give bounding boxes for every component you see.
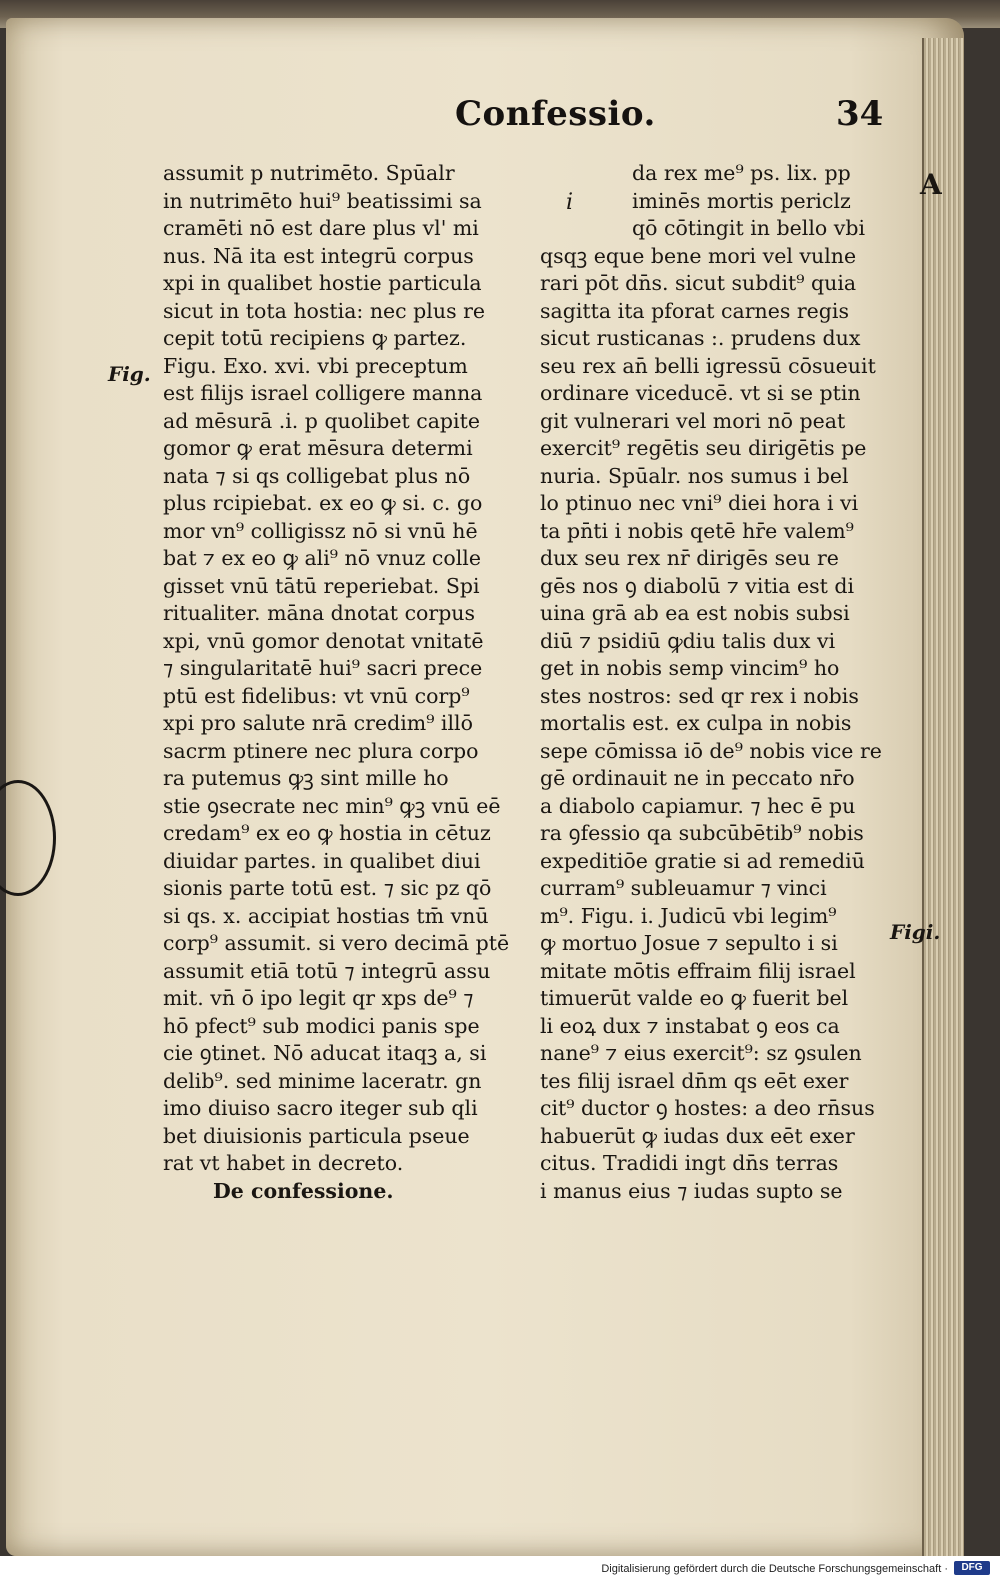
text-line: qō cōtingit in bello vbi bbox=[632, 216, 865, 240]
text-line: ordinare viceducē. vt si se ptin bbox=[540, 381, 861, 405]
text-line: cit⁹ ductor ꝯ hostes: a deo rn̄sus bbox=[540, 1096, 875, 1120]
text-line: si qs. x. accipiat hostias tm̄ vnū bbox=[163, 903, 489, 928]
text-line: sepe cōmissa iō de⁹ nobis vice re bbox=[540, 738, 882, 763]
text-line: in nutrimēto hui⁹ beatissimi sa bbox=[163, 188, 482, 213]
text-line: stie ꝯsecrate nec min⁹ ꝙꝫ vnū eē bbox=[163, 793, 501, 818]
text-line: lo ptinuo nec vni⁹ diei hora i vi bbox=[540, 491, 859, 515]
text-line: nus. Nā ita est integrū corpus bbox=[163, 243, 474, 268]
text-line: sicut in tota hostia: nec plus re bbox=[163, 298, 486, 323]
text-line: i manus eius ⁊ iudas supto se bbox=[540, 1178, 843, 1203]
text-line: mor vn⁹ colligissz nō si vnū hē bbox=[163, 518, 478, 543]
text-line: assumit etiā totū ⁊ integrū assu bbox=[163, 958, 491, 983]
dfg-logo: DFG bbox=[954, 1561, 990, 1575]
text-line: ritualiter. māna dnotat corpus bbox=[163, 601, 476, 625]
text-line: expeditiōe gratie si ad remediū bbox=[540, 848, 865, 873]
text-line: rari pōt dn̄s. sicut subdit⁹ quia bbox=[540, 271, 857, 295]
text-line: rat vt habet in decreto. bbox=[163, 1151, 404, 1175]
text-line: mortalis est. ex culpa in nobis bbox=[540, 711, 852, 735]
text-line: seu rex an̄ belli igressū cōsueuit bbox=[540, 353, 876, 378]
text-line: curram⁹ subleuamur ⁊ vinci bbox=[540, 876, 827, 900]
folio-number: 34 bbox=[836, 94, 884, 134]
clasp-ring bbox=[0, 780, 56, 896]
text-line: ad mēsurā .i. p quolibet capite bbox=[163, 408, 480, 433]
text-line: xpi pro salute nrā credim⁹ illō bbox=[163, 711, 473, 735]
text-line: qsqꝫ eque bene mori vel vulne bbox=[540, 243, 857, 268]
text-line: credam⁹ ex eo ꝙ hostia in cētuz bbox=[163, 821, 491, 845]
text-line: xpi in qualibet hostie particula bbox=[163, 271, 482, 295]
text-line: corp⁹ assumit. si vero decimā ptē bbox=[163, 931, 510, 955]
text-line: ta pn̄ti i nobis qetē hr̄e valem⁹ bbox=[540, 518, 854, 543]
text-line: est filijs israel colligere manna bbox=[163, 381, 483, 405]
text-line: gisset vnū tātū reperiebat. Spi bbox=[163, 573, 480, 598]
text-line: mitate mōtis effraim filij israel bbox=[540, 958, 856, 983]
right-text-column bbox=[540, 160, 920, 1205]
text-line: get in nobis semp vincim⁹ ho bbox=[540, 656, 840, 680]
margin-note-left: Fig. bbox=[108, 362, 151, 386]
text-line: ꝙ mortuo Josue ⁊ sepulto i si bbox=[540, 931, 838, 955]
text-line: exercit⁹ regētis seu dirigētis pe bbox=[540, 436, 867, 460]
text-line: habuerūt ꝙ iudas dux eēt exer bbox=[540, 1123, 855, 1148]
text-line: stes nostros: sed qr rex i nobis bbox=[540, 683, 859, 708]
text-line: bet diuisionis particula pseue bbox=[163, 1123, 470, 1148]
guide-letter: i bbox=[566, 190, 574, 215]
text-line: ptū est fidelibus: vt vnū corp⁹ bbox=[163, 683, 470, 708]
text-line: ra ꝯfessio qa subcūbētib⁹ nobis bbox=[540, 821, 864, 845]
text-line: li eoꝝ dux ⁊ instabat ꝯ eos ca bbox=[540, 1013, 840, 1038]
text-line: da rex me⁹ ps. lix. pp bbox=[632, 161, 851, 185]
text-line: nata ⁊ si qs colligebat plus nō bbox=[163, 463, 471, 488]
text-line: Figu. Exo. xvi. vbi preceptum bbox=[163, 353, 468, 378]
text-line: uina grā ab ea est nobis subsi bbox=[540, 601, 850, 625]
text-line: timuerūt valde eo ꝙ fuerit bel bbox=[540, 986, 849, 1010]
text-line: iminēs mortis periclz bbox=[632, 188, 851, 213]
text-line: m⁹. Figu. i. Judicū vbi legim⁹ bbox=[540, 903, 837, 928]
text-line: sagitta ita pforat carnes regis bbox=[540, 298, 850, 323]
text-line: ⁊ singularitatē hui⁹ sacri prece bbox=[163, 656, 483, 680]
text-line: tes filij israel dn̄m qs eēt exer bbox=[540, 1068, 849, 1093]
text-line: sicut rusticanas :. prudens dux bbox=[540, 326, 861, 350]
text-line: diū ⁊ psidiū ꝙdiu talis dux vi bbox=[540, 628, 836, 653]
text-line: nane⁹ ⁊ eius exercit⁹: sz ꝯsulen bbox=[540, 1041, 862, 1065]
text-line: xpi, vnū gomor denotat vnitatē bbox=[163, 628, 484, 653]
text-line: nuria. Spūalr. nos sumus i bel bbox=[540, 463, 849, 488]
initial-capital: A bbox=[920, 168, 942, 201]
left-text-column bbox=[163, 160, 533, 1205]
text-line: a diabolo capiamur. ⁊ hec ē pu bbox=[540, 793, 856, 818]
text-line: hō pfect⁹ sub modici panis spe bbox=[163, 1013, 480, 1038]
text-line: sacrm ptinere nec plura corpo bbox=[163, 738, 479, 763]
text-line: gēs nos ꝯ diabolū ⁊ vitia est di bbox=[540, 573, 855, 598]
text-line: dux seu rex nr̄ dirigēs seu re bbox=[540, 546, 839, 570]
text-line: plus rcipiebat. ex eo ꝙ si. c. go bbox=[163, 491, 483, 515]
text-line: De confessione. bbox=[213, 1178, 394, 1203]
text-line: mit. vn̄ ō ipo legit qr xps de⁹ ⁊ bbox=[163, 986, 474, 1010]
text-line: gē ordinauit ne in peccato nr̄o bbox=[540, 766, 855, 790]
text-line: citus. Tradidi ingt dn̄s terras bbox=[540, 1151, 839, 1175]
text-line: sionis parte totū est. ⁊ sic pz qō bbox=[163, 876, 492, 900]
page-fore-edge bbox=[922, 38, 964, 1558]
text-line: bat ⁊ ex eo ꝙ ali⁹ nō vnuz colle bbox=[163, 546, 481, 570]
text-line: diuidar partes. in qualibet diui bbox=[163, 848, 481, 873]
margin-note-right: Figi. bbox=[890, 920, 941, 944]
text-line: cie ꝯtinet. Nō aducat itaqꝫ a, si bbox=[163, 1041, 487, 1065]
text-line: ra putemus ꝙꝫ sint mille ho bbox=[163, 766, 449, 790]
footer-credit: Digitalisierung gefördert durch die Deutsche Forschungsgemeinschaft · bbox=[601, 1563, 948, 1575]
text-line: cramēti nō est dare plus vl' mi bbox=[163, 216, 479, 240]
text-line: gomor ꝙ erat mēsura determi bbox=[163, 436, 473, 460]
text-line: delib⁹. sed minime laceratr. gn bbox=[163, 1068, 482, 1093]
text-line: cepit totū recipiens ꝙ partez. bbox=[163, 326, 467, 350]
running-head: Confessio. bbox=[455, 94, 656, 134]
text-line: git vulnerari vel mori nō peat bbox=[540, 408, 846, 433]
text-line: assumit p nutrimēto. Spūalr bbox=[163, 161, 455, 185]
text-line: imo diuiso sacro iteger sub qli bbox=[163, 1096, 478, 1120]
